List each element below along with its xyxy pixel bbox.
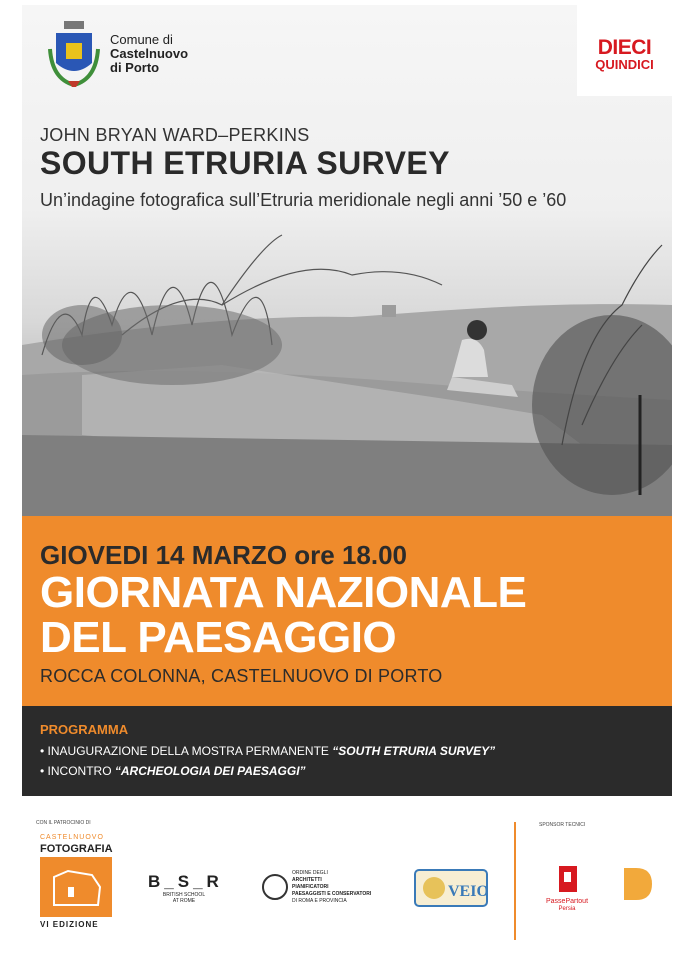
event-band [22, 516, 672, 706]
event-venue: ROCCA COLONNA, CASTELNUOVO DI PORTO [40, 666, 443, 686]
programma-item-1-title: “SOUTH ETRURIA SURVEY” [332, 744, 496, 758]
comune-line3: di Porto [110, 60, 160, 75]
comune-name [110, 33, 188, 75]
parco-veio-logo [414, 864, 488, 910]
exhibition-subtitle: Un’indagine fotografica sull’Etruria meridionale negli anni ’50 e ’60 [40, 190, 567, 210]
passepartout-line2: Persia [558, 906, 576, 912]
programma-item-1 [40, 744, 495, 758]
ordine-line3: PIANIFICATORI [292, 884, 329, 890]
event-name-line2: DEL PAESAGGIO [40, 613, 397, 662]
event-name-line1: GIORNATA NAZIONALE [40, 568, 527, 617]
bsr-logo [148, 872, 238, 912]
sponsor-tecnici-label: SPONSOR TECNICI [539, 822, 586, 828]
landscape-photo [22, 5, 672, 516]
bsr-line1: BRITISH SCHOOL [162, 892, 206, 898]
sponsor-tecnico-2-logo [616, 864, 656, 924]
ordine-line2: ARCHITETTI [292, 877, 322, 883]
dieciquindici-line1: DIECI [597, 36, 652, 59]
author: JOHN BRYAN WARD–PERKINS [40, 125, 310, 145]
programma-band [22, 706, 672, 796]
sponsor-strip [22, 796, 672, 945]
event-date: GIOVEDI 14 MARZO ore 18.00 [40, 540, 408, 570]
fotografia-edition: VI EDIZIONE [40, 920, 99, 929]
sponsor-d-icon [616, 864, 656, 904]
programma-heading: PROGRAMMA [40, 722, 129, 737]
dieciquindici-logo [577, 5, 672, 96]
comune-line2: Castelnuovo [110, 46, 189, 61]
comune-line1: Comune di [110, 32, 173, 47]
ordine-line4: PAESAGGISTI E CONSERVATORI [292, 891, 372, 897]
comune-logo [46, 19, 246, 89]
sponsor-divider [514, 822, 516, 940]
exhibition-title: SOUTH ETRURIA SURVEY [40, 145, 450, 181]
comune-crest-icon [46, 19, 102, 89]
veio-name: VEIO [448, 883, 488, 900]
passepartout-line1: PassePartout [545, 898, 589, 905]
ordine-line5: DI ROMA E PROVINCIA [292, 898, 347, 904]
fotografia-castle-icon [40, 857, 112, 917]
ordine-line1: ORDINE DEGLI [292, 870, 328, 876]
fotografia-logo [36, 834, 116, 930]
ordine-architetti-logo [262, 870, 422, 920]
passepartout-logo [539, 864, 595, 924]
ordine-emblem-icon [262, 874, 288, 900]
programma-item-2 [40, 764, 306, 778]
bsr-line2: AT ROME [172, 898, 196, 904]
bsr-letters: B_S_R [148, 872, 223, 891]
fotografia-top: CASTELNUOVO [40, 834, 104, 841]
passepartout-icon [539, 864, 595, 898]
poster [22, 5, 672, 945]
programma-item-1-text: • INAUGURAZIONE DELLA MOSTRA PERMANENTE [40, 744, 329, 758]
programma-item-2-title: “ARCHEOLOGIA DEI PAESAGGI” [114, 764, 306, 778]
fotografia-name: FOTOGRAFIA [40, 843, 113, 855]
patrocinio-label: CON IL PATROCINIO DI [36, 820, 91, 826]
event-name [40, 570, 526, 660]
programma-item-2-text: • INCONTRO [40, 764, 112, 778]
dieciquindici-line2: QUINDICI [595, 57, 654, 72]
